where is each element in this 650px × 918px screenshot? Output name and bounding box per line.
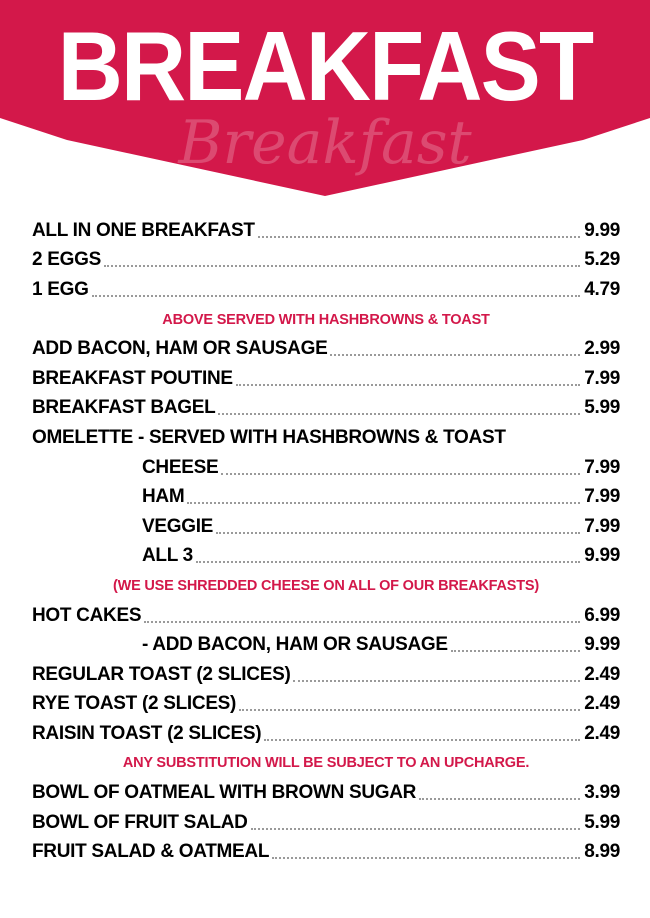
menu-note: (WE USE SHREDDED CHEESE ON ALL OF OUR BREAKFASTS) bbox=[112, 577, 540, 594]
dot-leader bbox=[236, 384, 580, 386]
menu-list bbox=[32, 216, 620, 867]
menu-item bbox=[32, 334, 620, 364]
menu-item-price: 5.99 bbox=[584, 811, 620, 833]
menu-item bbox=[32, 216, 620, 246]
menu-item-price: 2.99 bbox=[584, 338, 620, 360]
menu-item-name: RYE TOAST (2 SLICES) bbox=[32, 693, 237, 715]
menu-item bbox=[32, 719, 620, 749]
dot-leader bbox=[144, 621, 580, 623]
header-banner bbox=[0, 0, 650, 200]
menu-item bbox=[32, 808, 620, 838]
dot-leader bbox=[264, 739, 580, 741]
menu-item-name: BREAKFAST BAGEL bbox=[32, 397, 216, 419]
menu-item-name: HOT CAKES bbox=[32, 604, 142, 626]
menu-item bbox=[32, 394, 620, 424]
menu-item-name: REGULAR TOAST (2 SLICES) bbox=[32, 663, 291, 685]
menu-item-name: - ADD BACON, HAM OR SAUSAGE bbox=[142, 634, 448, 656]
dot-leader bbox=[216, 532, 580, 534]
menu-item-name: RAISIN TOAST (2 SLICES) bbox=[32, 722, 262, 744]
menu-item bbox=[32, 601, 620, 631]
menu-note: ANY SUBSTITUTION WILL BE SUBJECT TO AN UPCHARGE. bbox=[122, 755, 530, 772]
menu-item bbox=[32, 660, 620, 690]
menu-item-price: 7.99 bbox=[584, 456, 620, 478]
menu-item-price: 2.49 bbox=[584, 722, 620, 744]
dot-leader bbox=[330, 354, 580, 356]
menu-subitem bbox=[32, 453, 620, 483]
dot-leader bbox=[221, 473, 580, 475]
menu-item-price: 9.99 bbox=[584, 219, 620, 241]
menu-item-price: 7.99 bbox=[584, 367, 620, 389]
banner-script-watermark: Breakfast bbox=[178, 108, 472, 178]
menu-item-price: 2.49 bbox=[584, 693, 620, 715]
menu-item-name: BOWL OF FRUIT SALAD bbox=[32, 811, 248, 833]
dot-leader bbox=[92, 295, 581, 297]
menu-item bbox=[32, 364, 620, 394]
dot-leader bbox=[218, 413, 580, 415]
menu-section-heading: OMELETTE - SERVED WITH HASHBROWNS & TOAST bbox=[32, 426, 506, 448]
menu-subitem bbox=[32, 542, 620, 572]
menu-item-price: 4.79 bbox=[584, 278, 620, 300]
menu-item-name: ALL 3 bbox=[142, 545, 193, 567]
menu-item-price: 9.99 bbox=[584, 545, 620, 567]
dot-leader bbox=[293, 680, 580, 682]
menu-item-name: ALL IN ONE BREAKFAST bbox=[32, 219, 255, 241]
menu-item-name: 1 EGG bbox=[32, 278, 89, 300]
dot-leader bbox=[258, 236, 581, 238]
menu-item-name: CHEESE bbox=[142, 456, 219, 478]
menu-item-price: 7.99 bbox=[584, 486, 620, 508]
menu-item-price: 6.99 bbox=[584, 604, 620, 626]
dot-leader bbox=[451, 650, 580, 652]
menu-item-name: ADD BACON, HAM OR SAUSAGE bbox=[32, 338, 328, 360]
menu-note: ABOVE SERVED WITH HASHBROWNS & TOAST bbox=[162, 311, 490, 328]
menu-subitem bbox=[32, 630, 620, 660]
dot-leader bbox=[419, 798, 580, 800]
menu-item bbox=[32, 246, 620, 276]
menu-subitem bbox=[32, 482, 620, 512]
menu-item-name: BREAKFAST POUTINE bbox=[32, 367, 233, 389]
menu-subitem bbox=[32, 512, 620, 542]
menu-item-price: 8.99 bbox=[584, 841, 620, 863]
menu-item-price: 3.99 bbox=[584, 782, 620, 804]
dot-leader bbox=[187, 502, 580, 504]
dot-leader bbox=[104, 265, 580, 267]
dot-leader bbox=[196, 561, 580, 563]
menu-item-price: 5.99 bbox=[584, 397, 620, 419]
menu-item-name: VEGGIE bbox=[142, 515, 214, 537]
menu-item bbox=[32, 778, 620, 808]
menu-item-price: 5.29 bbox=[584, 249, 620, 271]
menu-item-price: 2.49 bbox=[584, 663, 620, 685]
menu-item-price: 9.99 bbox=[584, 634, 620, 656]
dot-leader bbox=[251, 828, 581, 830]
menu-item-name: BOWL OF OATMEAL WITH BROWN SUGAR bbox=[32, 782, 417, 804]
menu-item-name: 2 EGGS bbox=[32, 249, 101, 271]
dot-leader bbox=[239, 709, 580, 711]
menu-item bbox=[32, 275, 620, 305]
dot-leader bbox=[272, 857, 580, 859]
menu-item bbox=[32, 837, 620, 867]
menu-item-name: FRUIT SALAD & OATMEAL bbox=[32, 841, 270, 863]
menu-item-name: HAM bbox=[142, 486, 185, 508]
menu-item bbox=[32, 690, 620, 720]
page-title: BREAKFAST bbox=[57, 11, 593, 121]
menu-item-price: 7.99 bbox=[584, 515, 620, 537]
